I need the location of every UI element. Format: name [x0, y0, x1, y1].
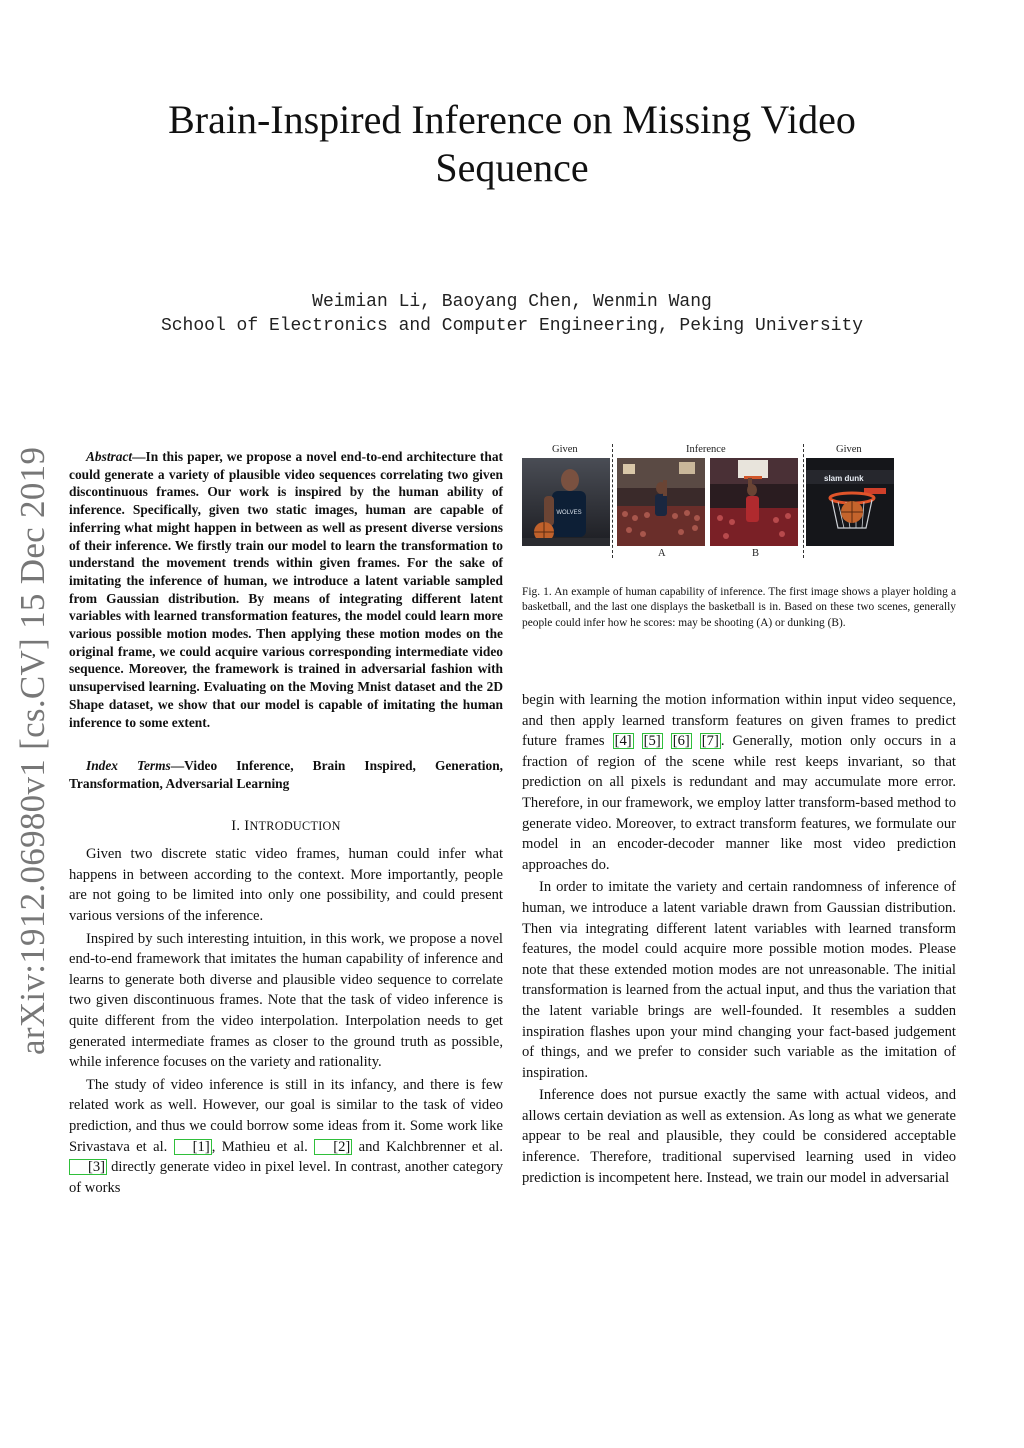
- index-terms: [69, 757, 503, 792]
- abstract-text: In this paper, we propose a novel end-to-end architecture that could generate a variety of plausible video sequences correlating two given discontinuous frames. Our work is inspired by the human ability of inference. Specifically, given two static images, human are capable of inferring what might happen in between as well as present diverse versions of their inference. We firstly train our model to learn the transformation to understand the movement trends within given frames. For the sake of imitating the inference of human, we introduce a latent variable sampled from Gaussian distribution. By means of integrating different latent variables with learned transformation features, the model could learn more various possible motion modes. Then applying these motion modes on the original frame, we could acquire various corresponding intermediate video sequence. Moreover, the framework is trained in adversarial fashion with unsupervised learning. Evaluating on the Moving Mnist dataset and the 2D Shape dataset, we show that our model is capable of imitating the human inference to some extent.: [69, 449, 503, 730]
- right-paragraph-2: In order to imitate the variety and certain randomness of inference of human, we introduce a latent variable drawn from Gaussian distribution. Then via integrating different latent variables with learned transform features, the model could acquire more possible motion modes. Please note that these extended motion modes are not unreasonable. The initial transformation is learned from the actual input, and thus the variation that the latent variable brings are well-founded. It resembles a sudden inspiration flashes upon your mind changing your fact-based judgement of things, and we prefer to consider such variable as the imitation of inspiration.: [522, 879, 956, 1081]
- citation-link-5[interactable]: [5]: [643, 733, 661, 750]
- frame-inference-b: [710, 458, 798, 546]
- figure-1-caption: Fig. 1. An example of human capability of inference. The first image shows a player holding a basketball, and the last one displays the basketball is in. Based on these two scenes, generally people could infer how he scores: may be shooting (A) or dunking (B).: [522, 586, 956, 629]
- intro-paragraph-2: Inspired by such interesting intuition, in this work, we propose a novel end-to-end framework that imitates the human capability of inference and learns to generate both diverse and plausible video sequence to correlate two given discontinuous frames. Note that the task of video inference is quite different from the video interpolation. Interpolation needs to get generated intermediate frames as closer to the ground truth as possible, while inference focuses on the variety and rationality.: [69, 930, 503, 1071]
- figure-1: [520, 440, 960, 570]
- text-run: and Kalchbrenner et al.: [352, 1138, 503, 1155]
- text-run: , Mathieu et al.: [211, 1138, 315, 1155]
- player-holding-ball-image: [522, 458, 610, 546]
- intro-paragraph-1: Given two discrete static video frames, human could infer what happens in between according to the context. More importantly, people are not going to be limited into only one possibility, and could present various versions of the inference.: [69, 846, 503, 925]
- index-terms-text: Video Inference, Brain Inspired, Generation, Transformation, Adversarial Learning: [69, 758, 504, 791]
- banner-text: slam dunk: [824, 474, 864, 483]
- right-paragraph-3: Inference does not pursue exactly the same with actual videos, and allows certain deviation as well as extension. As long as what we generate appear to be real and plausible, they could be considered acceptable inference. Therefore, traditional supervised learning used in video prediction is incompetent here. Instead, we train our model in adversarial: [522, 1087, 956, 1186]
- label-given-right: Given: [836, 444, 862, 455]
- abstract: [69, 448, 503, 731]
- title-line-1: Brain-Inspired Inference on Missing Video: [168, 97, 856, 142]
- citation-link-4[interactable]: [4]: [614, 733, 632, 750]
- index-terms-lead: Index Terms: [86, 758, 171, 774]
- paper-title: [100, 96, 924, 192]
- citation-link-2[interactable]: [2]: [314, 1139, 352, 1155]
- citation-link-7[interactable]: [7]: [701, 733, 719, 750]
- abstract-dash: —: [132, 449, 146, 464]
- frame-given-start: [522, 458, 610, 546]
- divider-dashed-left: [612, 444, 613, 558]
- citation-link-3[interactable]: [3]: [69, 1159, 107, 1175]
- title-line-2: Sequence: [435, 145, 589, 190]
- label-given-left: Given: [552, 444, 578, 455]
- right-column: [522, 690, 956, 1188]
- ball-in-hoop-image: [806, 458, 894, 546]
- text-run: . Generally, motion only occurs in a fraction of region of the scene while rest keeps invariant, so that prediction on all pixels is redundant and may accumulate more error. Therefore, in our framework, we employ latter transform-based method to generate video. Moreover, to extract transform features, we formulate our model in an encoder-decoder manner like most video prediction approaches do.: [522, 733, 957, 873]
- section-heading-introduction: [69, 816, 503, 837]
- section-numeral: I. I: [231, 817, 250, 834]
- frame-given-end: [806, 458, 894, 546]
- label-b: B: [752, 548, 760, 559]
- shooting-scene-image: [617, 458, 705, 546]
- citation-link-1[interactable]: [1]: [174, 1139, 212, 1155]
- abstract-lead: Abstract: [86, 449, 133, 464]
- left-column: [69, 448, 503, 1198]
- index-terms-dash: —: [170, 758, 185, 774]
- intro-paragraph-3: [69, 1075, 503, 1199]
- text-run: directly generate video in pixel level. In contrast, another category of works: [69, 1159, 503, 1196]
- citation-link-6[interactable]: [6]: [672, 733, 690, 750]
- divider-dashed-right: [803, 444, 804, 558]
- author-block: [60, 290, 964, 338]
- author-names: Weimian Li, Baoyang Chen, Wenmin Wang: [312, 292, 712, 312]
- jersey-text: WOLVES: [556, 510, 582, 516]
- dunking-scene-image: [710, 458, 798, 546]
- label-inference: Inference: [686, 444, 726, 455]
- text-run: The study of video inference is still in its infancy, and there is few related work as well. However, our goal is similar to the task of video prediction, and thus we could borrow some ideas from it. Some work like Srivastava et al.: [69, 1076, 503, 1155]
- text-run: begin with learning the motion information within input video sequence, and then apply learned transform features on given frames to predict future frames: [522, 692, 956, 750]
- author-affiliation: School of Electronics and Computer Engineering, Peking University: [160, 316, 864, 336]
- section-smallcaps: NTRODUCTION: [249, 818, 341, 833]
- label-a: A: [658, 548, 666, 559]
- frame-inference-a: [617, 458, 705, 546]
- right-paragraph-1: [522, 690, 956, 875]
- arxiv-stamp: arXiv:1912.06980v1 [cs.CV] 15 Dec 2019: [13, 446, 52, 1055]
